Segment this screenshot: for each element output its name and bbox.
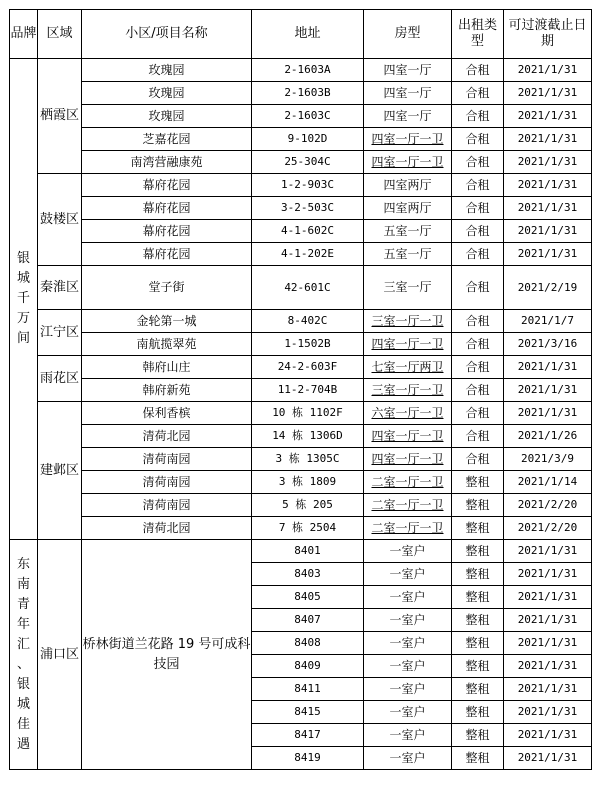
rent-type-cell: 合租 bbox=[452, 105, 504, 128]
address-cell: 2-1603A bbox=[252, 59, 364, 82]
table-row bbox=[10, 151, 592, 174]
deadline-cell: 2021/2/19 bbox=[504, 266, 592, 310]
deadline-cell: 2021/1/31 bbox=[504, 678, 592, 701]
brand-cell: 银 城 千 万 间 bbox=[10, 59, 38, 540]
deadline-cell: 2021/1/31 bbox=[504, 151, 592, 174]
rent-type-cell: 合租 bbox=[452, 356, 504, 379]
address-cell: 8417 bbox=[252, 724, 364, 747]
table-row bbox=[10, 540, 592, 563]
deadline-cell: 2021/1/7 bbox=[504, 310, 592, 333]
table-row bbox=[10, 379, 592, 402]
project-cell: 幕府花园 bbox=[82, 197, 252, 220]
rent-type-cell: 合租 bbox=[452, 333, 504, 356]
rent-type-cell: 合租 bbox=[452, 82, 504, 105]
layout-cell: 二室一厅一卫 bbox=[364, 517, 452, 540]
address-cell: 8403 bbox=[252, 563, 364, 586]
district-cell-qinhuai: 秦淮区 bbox=[38, 266, 82, 310]
layout-cell: 六室一厅一卫 bbox=[364, 402, 452, 425]
rent-type-cell: 合租 bbox=[452, 448, 504, 471]
rent-type-cell: 整租 bbox=[452, 678, 504, 701]
address-cell: 8408 bbox=[252, 632, 364, 655]
rent-type-cell: 合租 bbox=[452, 425, 504, 448]
deadline-cell: 2021/1/31 bbox=[504, 586, 592, 609]
deadline-cell: 2021/1/31 bbox=[504, 402, 592, 425]
table-row bbox=[10, 310, 592, 333]
address-cell: 11-2-704B bbox=[252, 379, 364, 402]
address-cell: 8-402C bbox=[252, 310, 364, 333]
rent-type-cell: 合租 bbox=[452, 266, 504, 310]
layout-cell: 一室户 bbox=[364, 655, 452, 678]
rent-type-cell: 整租 bbox=[452, 586, 504, 609]
address-cell: 42-601C bbox=[252, 266, 364, 310]
rent-type-cell: 整租 bbox=[452, 517, 504, 540]
table-row bbox=[10, 105, 592, 128]
deadline-cell: 2021/1/31 bbox=[504, 701, 592, 724]
layout-cell: 二室一厅一卫 bbox=[364, 494, 452, 517]
deadline-cell: 2021/1/31 bbox=[504, 563, 592, 586]
header-address: 地址 bbox=[252, 10, 364, 59]
address-cell: 8407 bbox=[252, 609, 364, 632]
address-cell: 8411 bbox=[252, 678, 364, 701]
brand-cell: 东 南 青 年 汇 、 银 城 佳 遇 bbox=[10, 540, 38, 770]
table-row bbox=[10, 266, 592, 310]
layout-cell: 四室一厅一卫 bbox=[364, 425, 452, 448]
layout-cell: 四室一厅一卫 bbox=[364, 448, 452, 471]
layout-cell: 四室两厅 bbox=[364, 197, 452, 220]
address-cell: 3 栋 1809 bbox=[252, 471, 364, 494]
layout-cell: 四室一厅一卫 bbox=[364, 151, 452, 174]
deadline-cell: 2021/1/14 bbox=[504, 471, 592, 494]
district-cell-pukou: 浦口区 bbox=[38, 540, 82, 770]
deadline-cell: 2021/1/31 bbox=[504, 59, 592, 82]
project-cell: 韩府新苑 bbox=[82, 379, 252, 402]
rent-type-cell: 整租 bbox=[452, 563, 504, 586]
project-cell: 玫瑰园 bbox=[82, 105, 252, 128]
deadline-cell: 2021/1/31 bbox=[504, 609, 592, 632]
table-row bbox=[10, 494, 592, 517]
deadline-cell: 2021/1/31 bbox=[504, 82, 592, 105]
project-cell-pukou: 桥林街道兰花路 19 号可成科技园 bbox=[82, 540, 252, 770]
rent-type-cell: 合租 bbox=[452, 174, 504, 197]
deadline-cell: 2021/2/20 bbox=[504, 494, 592, 517]
table-row bbox=[10, 174, 592, 197]
header-district: 区域 bbox=[38, 10, 82, 59]
address-cell: 1-1502B bbox=[252, 333, 364, 356]
address-cell: 8419 bbox=[252, 747, 364, 770]
project-cell: 韩府山庄 bbox=[82, 356, 252, 379]
layout-cell: 三室一厅一卫 bbox=[364, 379, 452, 402]
deadline-cell: 2021/2/20 bbox=[504, 517, 592, 540]
deadline-cell: 2021/1/31 bbox=[504, 220, 592, 243]
address-cell: 25-304C bbox=[252, 151, 364, 174]
rent-type-cell: 合租 bbox=[452, 128, 504, 151]
header-project: 小区/项目名称 bbox=[82, 10, 252, 59]
layout-cell: 一室户 bbox=[364, 701, 452, 724]
layout-cell: 四室一厅 bbox=[364, 59, 452, 82]
rent-type-cell: 合租 bbox=[452, 220, 504, 243]
address-cell: 8409 bbox=[252, 655, 364, 678]
project-cell: 南航揽翠苑 bbox=[82, 333, 252, 356]
address-cell: 14 栋 1306D bbox=[252, 425, 364, 448]
layout-cell: 四室一厅 bbox=[364, 105, 452, 128]
project-cell: 金轮第一城 bbox=[82, 310, 252, 333]
deadline-cell: 2021/1/31 bbox=[504, 540, 592, 563]
rent-type-cell: 合租 bbox=[452, 310, 504, 333]
table-row bbox=[10, 220, 592, 243]
table-row bbox=[10, 402, 592, 425]
table-row bbox=[10, 82, 592, 105]
layout-cell: 四室一厅 bbox=[364, 82, 452, 105]
table-row bbox=[10, 197, 592, 220]
rent-type-cell: 整租 bbox=[452, 471, 504, 494]
header-rent-type: 出租类型 bbox=[452, 10, 504, 59]
deadline-cell: 2021/1/31 bbox=[504, 243, 592, 266]
address-cell: 8405 bbox=[252, 586, 364, 609]
rent-type-cell: 合租 bbox=[452, 379, 504, 402]
project-cell: 幕府花园 bbox=[82, 243, 252, 266]
address-cell: 8401 bbox=[252, 540, 364, 563]
layout-cell: 一室户 bbox=[364, 563, 452, 586]
deadline-cell: 2021/1/31 bbox=[504, 747, 592, 770]
project-cell: 清荷南园 bbox=[82, 448, 252, 471]
table-row bbox=[10, 517, 592, 540]
address-cell: 3 栋 1305C bbox=[252, 448, 364, 471]
layout-cell: 七室一厅两卫 bbox=[364, 356, 452, 379]
deadline-cell: 2021/1/31 bbox=[504, 379, 592, 402]
layout-cell: 一室户 bbox=[364, 747, 452, 770]
header-row bbox=[10, 10, 592, 59]
layout-cell: 四室两厅 bbox=[364, 174, 452, 197]
address-cell: 3-2-503C bbox=[252, 197, 364, 220]
layout-cell: 一室户 bbox=[364, 540, 452, 563]
table-row bbox=[10, 448, 592, 471]
table-row bbox=[10, 471, 592, 494]
address-cell: 4-1-602C bbox=[252, 220, 364, 243]
address-cell: 2-1603B bbox=[252, 82, 364, 105]
project-cell: 玫瑰园 bbox=[82, 82, 252, 105]
table-row bbox=[10, 425, 592, 448]
project-cell: 幕府花园 bbox=[82, 174, 252, 197]
district-cell-jianye: 建邺区 bbox=[38, 402, 82, 540]
rent-type-cell: 整租 bbox=[452, 747, 504, 770]
deadline-cell: 2021/1/31 bbox=[504, 128, 592, 151]
layout-cell: 二室一厅一卫 bbox=[364, 471, 452, 494]
header-brand: 品牌 bbox=[10, 10, 38, 59]
header-layout: 房型 bbox=[364, 10, 452, 59]
project-cell: 南湾营融康苑 bbox=[82, 151, 252, 174]
address-cell: 9-102D bbox=[252, 128, 364, 151]
address-cell: 24-2-603F bbox=[252, 356, 364, 379]
project-cell: 清荷北园 bbox=[82, 517, 252, 540]
rent-type-cell: 整租 bbox=[452, 632, 504, 655]
district-cell-jiangning: 江宁区 bbox=[38, 310, 82, 356]
layout-cell: 四室一厅一卫 bbox=[364, 333, 452, 356]
header-deadline: 可过渡截止日期 bbox=[504, 10, 592, 59]
table-row bbox=[10, 333, 592, 356]
district-cell-gulou: 鼓楼区 bbox=[38, 174, 82, 266]
table-row bbox=[10, 128, 592, 151]
district-cell-yuhua: 雨花区 bbox=[38, 356, 82, 402]
address-cell: 7 栋 2504 bbox=[252, 517, 364, 540]
deadline-cell: 2021/1/31 bbox=[504, 197, 592, 220]
rent-type-cell: 合租 bbox=[452, 197, 504, 220]
rent-type-cell: 整租 bbox=[452, 540, 504, 563]
layout-cell: 一室户 bbox=[364, 724, 452, 747]
layout-cell: 三室一厅 bbox=[364, 266, 452, 310]
project-cell: 堂子街 bbox=[82, 266, 252, 310]
deadline-cell: 2021/1/31 bbox=[504, 724, 592, 747]
project-cell: 玫瑰园 bbox=[82, 59, 252, 82]
project-cell: 清荷南园 bbox=[82, 494, 252, 517]
project-cell: 清荷南园 bbox=[82, 471, 252, 494]
deadline-cell: 2021/1/31 bbox=[504, 655, 592, 678]
layout-cell: 一室户 bbox=[364, 586, 452, 609]
deadline-cell: 2021/3/16 bbox=[504, 333, 592, 356]
project-cell: 保利香槟 bbox=[82, 402, 252, 425]
project-cell: 芝嘉花园 bbox=[82, 128, 252, 151]
table-body bbox=[10, 59, 592, 770]
deadline-cell: 2021/1/31 bbox=[504, 105, 592, 128]
rent-type-cell: 整租 bbox=[452, 494, 504, 517]
rent-type-cell: 合租 bbox=[452, 151, 504, 174]
rent-type-cell: 整租 bbox=[452, 609, 504, 632]
rent-type-cell: 整租 bbox=[452, 655, 504, 678]
deadline-cell: 2021/3/9 bbox=[504, 448, 592, 471]
rent-type-cell: 整租 bbox=[452, 701, 504, 724]
address-cell: 4-1-202E bbox=[252, 243, 364, 266]
layout-cell: 五室一厅 bbox=[364, 220, 452, 243]
district-cell-qixia: 栖霞区 bbox=[38, 59, 82, 174]
deadline-cell: 2021/1/31 bbox=[504, 174, 592, 197]
address-cell: 10 栋 1102F bbox=[252, 402, 364, 425]
table-row bbox=[10, 356, 592, 379]
deadline-cell: 2021/1/31 bbox=[504, 632, 592, 655]
layout-cell: 四室一厅一卫 bbox=[364, 128, 452, 151]
rental-table bbox=[9, 9, 592, 770]
layout-cell: 一室户 bbox=[364, 678, 452, 701]
rent-type-cell: 合租 bbox=[452, 59, 504, 82]
address-cell: 8415 bbox=[252, 701, 364, 724]
table-row bbox=[10, 59, 592, 82]
layout-cell: 三室一厅一卫 bbox=[364, 310, 452, 333]
rent-type-cell: 合租 bbox=[452, 243, 504, 266]
address-cell: 5 栋 205 bbox=[252, 494, 364, 517]
project-cell: 清荷北园 bbox=[82, 425, 252, 448]
project-cell: 幕府花园 bbox=[82, 220, 252, 243]
deadline-cell: 2021/1/26 bbox=[504, 425, 592, 448]
rent-type-cell: 整租 bbox=[452, 724, 504, 747]
layout-cell: 五室一厅 bbox=[364, 243, 452, 266]
deadline-cell: 2021/1/31 bbox=[504, 356, 592, 379]
table-row bbox=[10, 243, 592, 266]
address-cell: 2-1603C bbox=[252, 105, 364, 128]
layout-cell: 一室户 bbox=[364, 632, 452, 655]
address-cell: 1-2-903C bbox=[252, 174, 364, 197]
rent-type-cell: 合租 bbox=[452, 402, 504, 425]
layout-cell: 一室户 bbox=[364, 609, 452, 632]
